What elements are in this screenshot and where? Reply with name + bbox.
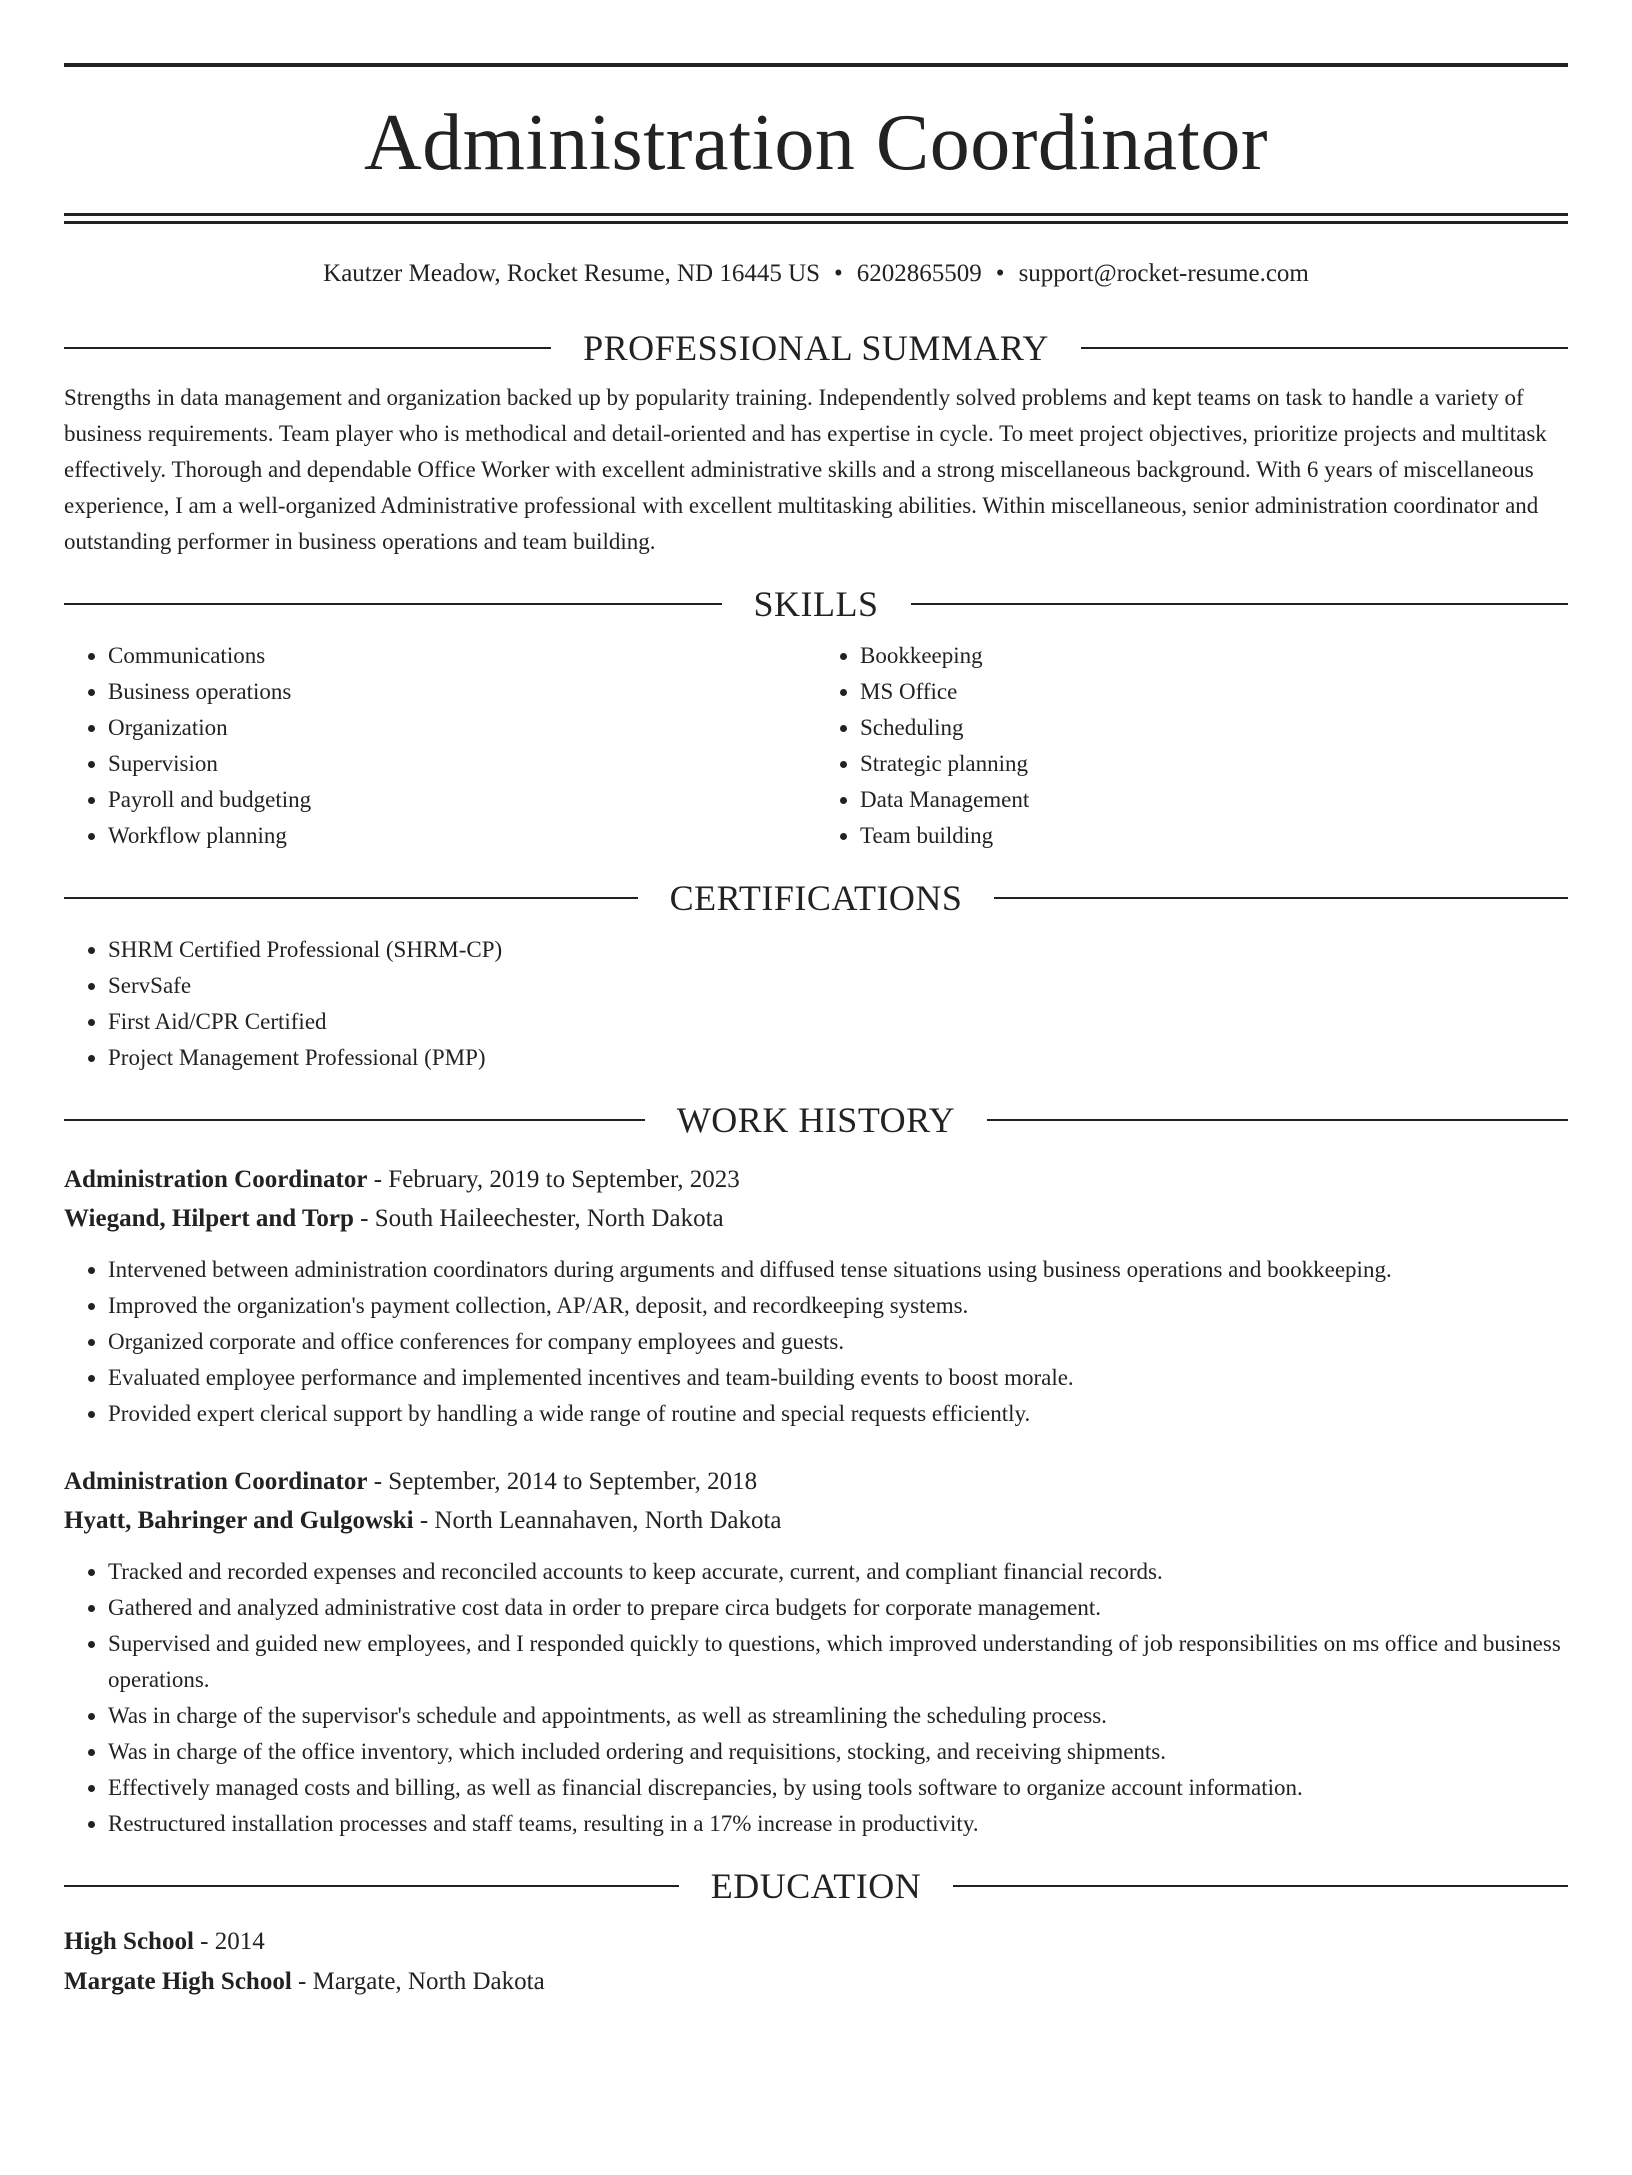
education-degree-line xyxy=(64,1922,1568,1962)
top-rule xyxy=(64,63,1568,67)
certification-item: • First Aid/CPR Certified xyxy=(108,1004,1568,1040)
title-double-rule xyxy=(64,213,1568,224)
heading-rule-right xyxy=(987,1119,1568,1121)
section-heading-education xyxy=(64,1864,1568,1908)
summary-text: Strengths in data management and organization backed up by popularity training. Independently solved problems and kept teams on task to handle a variety of business requirements. Team player who is methodical and detail-oriented and has expertise in cycle. To meet project objectives, prioritize projects and multitask effectively. Thorough and dependable Office Worker with excellent administrative skills and a strong miscellaneous background. With 6 years of miscellaneous experience, I am a well-organized Administrative professional with excellent multitasking abilities. Within miscellaneous, senior administration coordinator and outstanding performer in business operations and team building. xyxy=(64,385,1547,554)
education-year: - 2014 xyxy=(193,1928,265,1955)
certification-item: • Project Management Professional (PMP) xyxy=(108,1040,1568,1076)
heading-rule-right xyxy=(911,603,1569,605)
job-company-line xyxy=(64,1501,1568,1540)
contact-phone: 6202865509 xyxy=(856,260,982,287)
job-entry xyxy=(64,1462,1568,1842)
job-duty: • Supervised and guided new employees, and I responded quickly to questions, which improved understanding of job responsibilities on ms office and business operations. xyxy=(108,1626,1568,1698)
section-heading-work-history xyxy=(64,1098,1568,1142)
job-entry xyxy=(64,1160,1568,1432)
heading-rule-left xyxy=(64,347,551,349)
skill-item: • Workflow planning xyxy=(108,818,816,854)
job-company: Hyatt, Bahringer and Gulgowski xyxy=(64,1507,414,1534)
skill-item: • Supervision xyxy=(108,746,816,782)
section-heading-certifications xyxy=(64,876,1568,920)
education-entry xyxy=(64,1922,1568,2002)
section-title: SKILLS xyxy=(753,584,879,624)
job-duties-list xyxy=(64,1554,1568,1842)
job-duty: • Intervened between administration coordinators during arguments and diffused tense situations using business operations and bookkeeping. xyxy=(108,1252,1568,1288)
section-title: EDUCATION xyxy=(710,1866,922,1906)
job-duty: • Was in charge of the supervisor's schedule and appointments, as well as streamlining the scheduling process. xyxy=(108,1698,1568,1734)
section-heading-skills xyxy=(64,582,1568,626)
skill-item: • Scheduling xyxy=(860,710,1568,746)
skill-item: • Team building xyxy=(860,818,1568,854)
education-school-line xyxy=(64,1962,1568,2002)
section-heading-summary xyxy=(64,326,1568,370)
skills-list-right xyxy=(816,638,1568,854)
contact-separator: • xyxy=(834,260,843,287)
job-duty: • Restructured installation processes and staff teams, resulting in a 17% increase in productivity. xyxy=(108,1806,1568,1842)
skill-item: • Payroll and budgeting xyxy=(108,782,816,818)
job-dates: - February, 2019 to September, 2023 xyxy=(367,1166,740,1193)
skill-item: • Data Management xyxy=(860,782,1568,818)
resume-page xyxy=(0,63,1632,2175)
certification-item: • SHRM Certified Professional (SHRM-CP) xyxy=(108,932,1568,968)
skills-list-left xyxy=(64,638,816,854)
certification-item: • ServSafe xyxy=(108,968,1568,1004)
heading-rule-left xyxy=(64,1119,645,1121)
job-title-line xyxy=(64,1160,1568,1199)
skill-item: • Strategic planning xyxy=(860,746,1568,782)
section-title: CERTIFICATIONS xyxy=(669,878,963,918)
section-title: WORK HISTORY xyxy=(676,1100,956,1140)
job-duty: • Tracked and recorded expenses and reconciled accounts to keep accurate, current, and compliant financial records. xyxy=(108,1554,1568,1590)
job-duty: • Evaluated employee performance and implemented incentives and team-building events to boost morale. xyxy=(108,1360,1568,1396)
job-title-line xyxy=(64,1462,1568,1501)
job-duty: • Gathered and analyzed administrative cost data in order to prepare circa budgets for corporate management. xyxy=(108,1590,1568,1626)
job-company-line xyxy=(64,1199,1568,1238)
job-duty: • Improved the organization's payment collection, AP/AR, deposit, and recordkeeping systems. xyxy=(108,1288,1568,1324)
skill-item: • Business operations xyxy=(108,674,816,710)
education-school: Margate High School xyxy=(64,1968,292,1995)
job-location: - South Haileechester, North Dakota xyxy=(353,1205,724,1232)
section-title: PROFESSIONAL SUMMARY xyxy=(583,328,1049,368)
job-duty: • Organized corporate and office conferences for company employees and guests. xyxy=(108,1324,1568,1360)
job-dates: - September, 2014 to September, 2018 xyxy=(367,1468,758,1495)
skill-item: • MS Office xyxy=(860,674,1568,710)
job-title: Administration Coordinator xyxy=(64,1166,368,1193)
heading-rule-right xyxy=(1081,347,1568,349)
skills-grid xyxy=(64,626,1568,854)
heading-rule-left xyxy=(64,897,638,899)
heading-rule-right xyxy=(953,1885,1568,1887)
skill-item: • Organization xyxy=(108,710,816,746)
heading-rule-left xyxy=(64,603,722,605)
job-duties-list xyxy=(64,1252,1568,1432)
contact-separator: • xyxy=(995,260,1005,287)
skill-item: • Communications xyxy=(108,638,816,674)
contact-email: support@rocket-resume.com xyxy=(1018,260,1309,287)
job-company: Wiegand, Hilpert and Torp xyxy=(64,1205,354,1232)
contact-line xyxy=(64,258,1568,290)
heading-rule-left xyxy=(64,1885,679,1887)
job-duty: • Was in charge of the office inventory, which included ordering and requisitions, stocking, and receiving shipments. xyxy=(108,1734,1568,1770)
education-degree: High School xyxy=(64,1928,194,1955)
job-location: - North Leannahaven, North Dakota xyxy=(413,1507,782,1534)
job-title: Administration Coordinator xyxy=(64,1468,368,1495)
education-location: - Margate, North Dakota xyxy=(291,1968,545,1995)
certifications-list xyxy=(64,932,1568,1076)
skill-item: • Bookkeeping xyxy=(860,638,1568,674)
resume-title: Administration Coordinator xyxy=(363,99,1268,187)
contact-address: Kautzer Meadow, Rocket Resume, ND 16445 US xyxy=(323,260,821,287)
job-duty: • Effectively managed costs and billing, as well as financial discrepancies, by using tools software to organize account information. xyxy=(108,1770,1568,1806)
job-duty: • Provided expert clerical support by handling a wide range of routine and special requests efficiently. xyxy=(108,1396,1568,1432)
heading-rule-right xyxy=(994,897,1568,899)
